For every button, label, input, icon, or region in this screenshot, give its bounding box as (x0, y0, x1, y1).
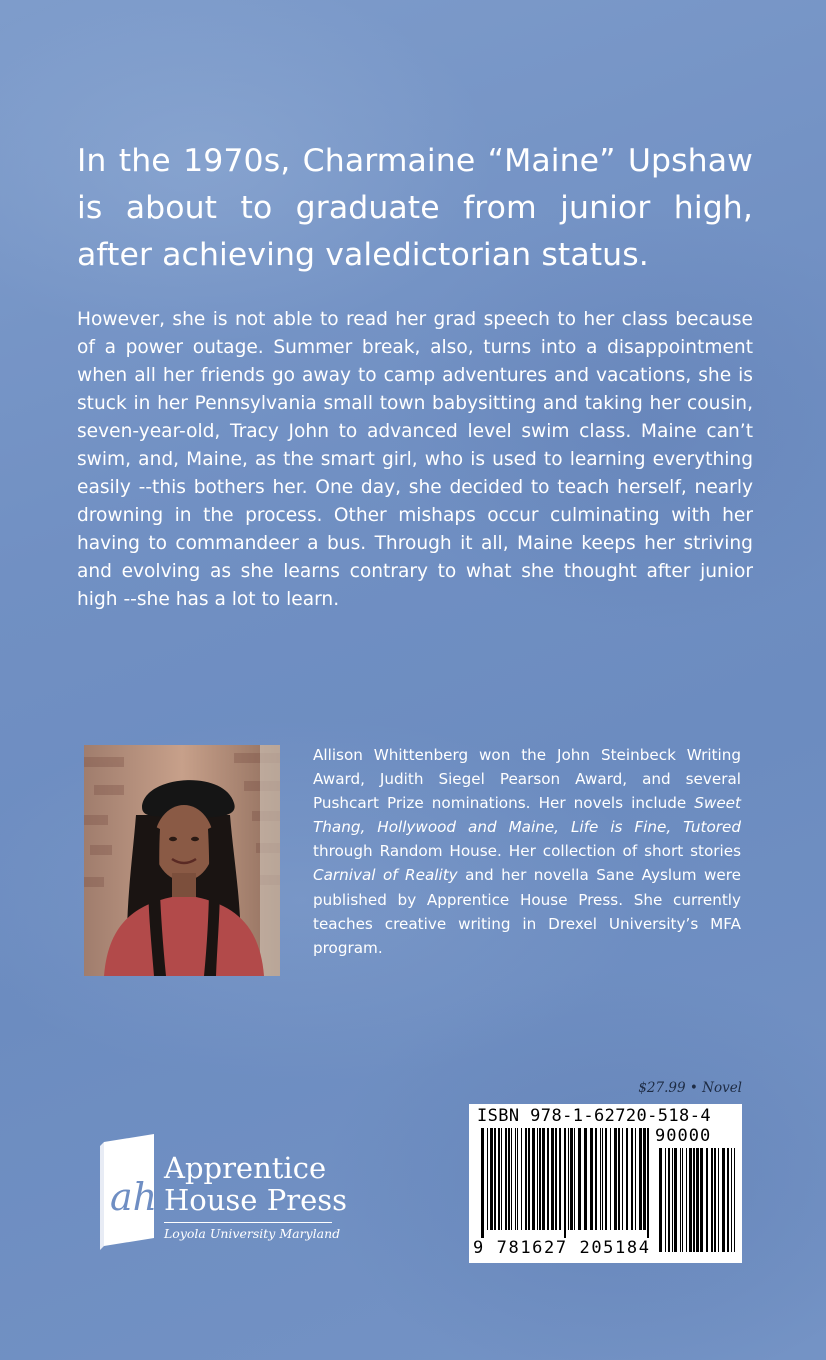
author-photo (84, 745, 280, 976)
barcode-bar (686, 1148, 687, 1252)
barcode-bar (537, 1128, 538, 1230)
barcode-bar (643, 1128, 646, 1230)
publisher-affiliation: Loyola University Maryland (164, 1226, 341, 1241)
barcode-bar (682, 1148, 683, 1252)
bio-text-1: Allison Whittenberg won the John Steinbeck Writing Award, Judith Siegel Pearson Award, and several Pushcart Prize nominations. Her novels include (313, 746, 741, 813)
isbn-number: ISBN 978-1-62720-518-4 (477, 1106, 711, 1126)
barcode-bar (680, 1148, 681, 1252)
barcode-bar (555, 1128, 557, 1230)
barcode (469, 1104, 742, 1263)
barcode-bar (622, 1128, 623, 1230)
barcode-bar (711, 1148, 713, 1252)
barcode-bar (578, 1128, 581, 1230)
barcode-bar (501, 1128, 502, 1230)
barcode-bar (547, 1128, 549, 1230)
barcode-bar (614, 1128, 617, 1230)
barcode-bar (574, 1128, 575, 1230)
barcode-bar (718, 1148, 719, 1252)
ean-number: 9 781627 205184 (473, 1238, 651, 1258)
addon-barcode-bars (659, 1148, 737, 1260)
book-logo-icon (98, 1132, 160, 1252)
barcode-bar (731, 1148, 732, 1252)
author-bio (313, 743, 741, 960)
publisher-name-line2: House Press (164, 1183, 347, 1217)
barcode-bar (602, 1128, 603, 1230)
barcode-bar (626, 1128, 628, 1230)
barcode-bar (481, 1128, 484, 1238)
barcode-bar (590, 1128, 593, 1230)
barcode-bar (672, 1148, 673, 1252)
ean-barcode-bars (481, 1128, 651, 1238)
barcode-bar (605, 1128, 607, 1230)
barcode-bar (505, 1128, 507, 1230)
barcode-bar (700, 1148, 703, 1252)
barcode-bar (714, 1148, 716, 1252)
barcode-bar (490, 1128, 493, 1230)
barcode-bar (559, 1128, 561, 1230)
barcode-bar (696, 1148, 699, 1252)
barcode-bar (631, 1128, 633, 1230)
synopsis-paragraph: However, she is not able to read her grad speech to her class because of a power outage. Summer break, also, turns into a disappointment when all her friends go away to camp adventures and vacations, she is stuck in her Pennsylvania small town babysitting and taking her cousin, seven-year-old, Tracy John to advanced level swim class. Maine can’t swim, and, Maine, as the smart girl, who is used to learning everything easily --this bothers her. One day, she decided to teach herself, nearly drowning in the process. Other mishaps occur culminating with her having to commandeer a bus. Through it all, Maine keeps her striving and evolving as she learns contrary to what she thought after junior high --she has a lot to learn. (77, 309, 753, 610)
bio-text-2: through Random House. Her collection of short stories (313, 842, 741, 861)
barcode-bar (635, 1128, 636, 1230)
barcode-bar (515, 1128, 516, 1230)
barcode-bar (706, 1148, 708, 1252)
barcode-bar (595, 1128, 597, 1230)
barcode-bar (508, 1128, 510, 1230)
bio-collection-title: Carnival of Reality (313, 866, 458, 885)
barcode-bar (532, 1128, 535, 1230)
publisher-name (164, 1152, 364, 1216)
barcode-bar (584, 1128, 587, 1230)
publisher-logo (98, 1132, 358, 1252)
barcode-bar (674, 1148, 677, 1252)
addon-number: 90000 (655, 1126, 712, 1146)
barcode-bar (521, 1128, 522, 1230)
barcode-bar (528, 1128, 530, 1230)
barcode-bar (727, 1148, 729, 1252)
price-genre: $27.99 • Novel (638, 1080, 742, 1096)
barcode-bar (639, 1128, 642, 1230)
barcode-bar (722, 1148, 725, 1252)
barcode-bar (665, 1148, 666, 1252)
barcode-bar (542, 1128, 545, 1230)
barcode-bar (600, 1128, 601, 1230)
barcode-bar (525, 1128, 527, 1230)
publisher-name-line1: Apprentice (164, 1151, 327, 1185)
barcode-bar (659, 1148, 662, 1252)
barcode-bar (539, 1128, 541, 1230)
barcode-bar (511, 1128, 512, 1230)
barcode-bar (618, 1128, 620, 1230)
bio-text-3: and her novella Sane Ayslum were published by Apprentice House Press. She currently teaches creative writing in Drexel University’s MFA program. (313, 866, 741, 957)
barcode-bar (668, 1148, 670, 1252)
barcode-bar (689, 1148, 692, 1252)
barcode-bar (647, 1128, 649, 1238)
barcode-bar (487, 1128, 488, 1230)
barcode-bar (517, 1128, 518, 1230)
author-portrait-icon (84, 745, 280, 976)
bio-novel-titles: Sweet Thang, Hollywood and Maine, Life is Fine, Tutored (313, 794, 741, 837)
barcode-bar (734, 1148, 735, 1252)
logo-divider (164, 1222, 332, 1223)
barcode-bar (693, 1148, 695, 1252)
lead-paragraph: In the 1970s, Charmaine “Maine” Upshaw is about to graduate from junior high, after achieving valedictorian status. (77, 143, 753, 273)
barcode-bar (610, 1128, 611, 1230)
barcode-bar (494, 1128, 496, 1230)
barcode-bar (570, 1128, 573, 1230)
logo-monogram: ah (110, 1175, 158, 1219)
barcode-bar (564, 1128, 566, 1238)
barcode-bar (568, 1128, 569, 1230)
barcode-bar (551, 1128, 554, 1230)
barcode-bar (498, 1128, 500, 1230)
